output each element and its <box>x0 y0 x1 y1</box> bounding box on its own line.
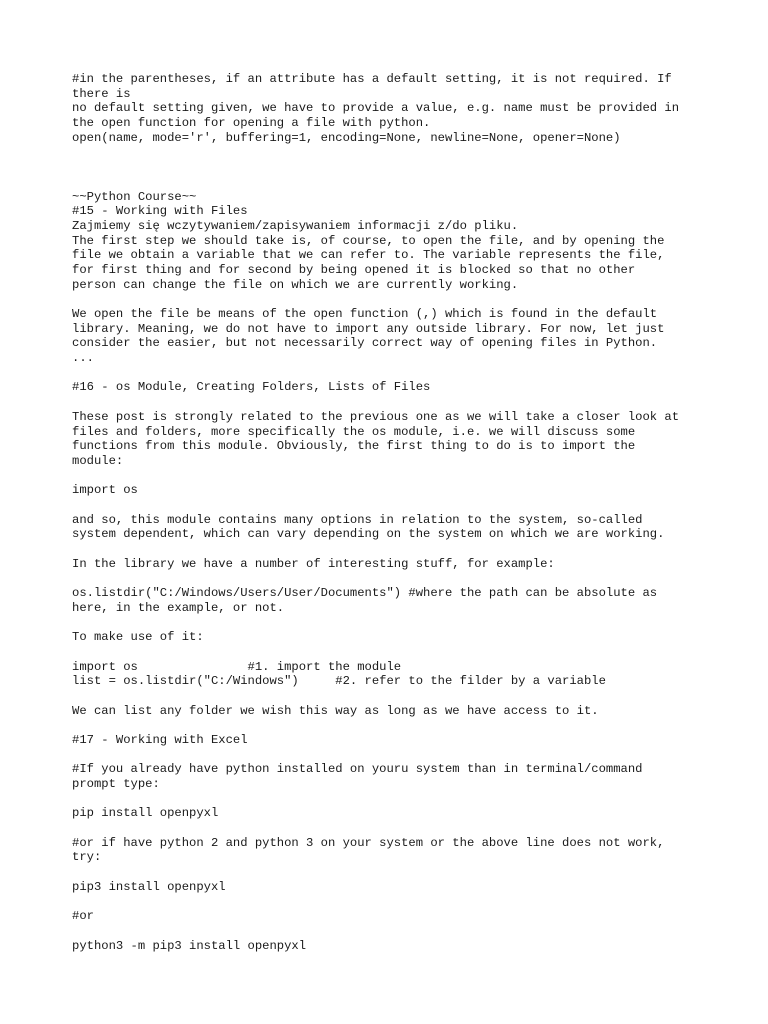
code-line: os.listdir("C:/Windows/Users/User/Documents") #where the path can be absolute as <box>72 586 658 601</box>
section-heading: #17 - Working with Excel <box>72 732 248 747</box>
text-line: #or if have python 2 and python 3 on your system or the above line does not work, <box>72 835 665 850</box>
text-line: the open function for opening a file with python. <box>72 116 431 131</box>
text-line <box>72 571 712 586</box>
text-line: In the library we have a number of interesting stuff, for example: <box>72 556 555 571</box>
text-line: To make use of it: <box>72 630 204 645</box>
document-page <box>72 72 712 953</box>
text-line: module: <box>72 453 124 468</box>
text-line <box>72 145 712 160</box>
code-line: pip3 install openpyxl <box>72 879 226 894</box>
text-line: files and folders, more specifically the os module, i.e. we will discuss some <box>72 424 636 439</box>
text-line: Zajmiemy się wczytywaniem/zapisywaniem informacji z/do pliku. <box>72 218 519 233</box>
text-line: We can list any folder we wish this way as long as we have access to it. <box>72 703 599 718</box>
code-line: import os #1. import the module <box>72 659 402 674</box>
text-line <box>72 865 712 880</box>
text-line <box>72 718 712 733</box>
text-line: here, in the example, or not. <box>72 600 285 615</box>
text-line: system dependent, which can vary depending on the system on which we are working. <box>72 527 665 542</box>
text-line <box>72 160 712 175</box>
text-line <box>72 645 712 660</box>
text-line <box>72 366 712 381</box>
code-line: pip install openpyxl <box>72 806 219 821</box>
text-line: file we obtain a variable that we can refer to. The variable represents the file, <box>72 248 665 263</box>
text-line <box>72 498 712 513</box>
text-line: for first thing and for second by being opened it is blocked so that no other <box>72 262 636 277</box>
code-line: python3 -m pip3 install openpyxl <box>72 938 307 953</box>
text-line <box>72 469 712 484</box>
text-line: These post is strongly related to the previous one as we will take a closer look at <box>72 409 680 424</box>
text-line: We open the file be means of the open function (,) which is found in the default <box>72 307 658 321</box>
text-line <box>72 821 712 836</box>
text-line <box>72 175 712 190</box>
text-line <box>72 924 712 939</box>
text-line <box>72 292 712 307</box>
text-line <box>72 615 712 630</box>
text-line: try: <box>72 850 102 865</box>
text-line: consider the easier, but not necessarily correct way of opening files in Python. <box>72 336 658 351</box>
text-line: and so, this module contains many options in relation to the system, so-called <box>72 512 643 527</box>
text-line: #or <box>72 909 94 924</box>
text-line: open(name, mode='r', buffering=1, encoding=None, newline=None, opener=None) <box>72 130 621 145</box>
text-line: prompt type: <box>72 777 160 791</box>
text-line: library. Meaning, we do not have to import any outside library. For now, let just <box>72 321 665 336</box>
text-line <box>72 792 712 807</box>
text-line <box>72 542 712 557</box>
section-heading: ~~Python Course~~ <box>72 189 197 204</box>
text-line: #If you already have python installed on youru system than in terminal/command <box>72 762 643 777</box>
text-line: functions from this module. Obviously, the first thing to do is to import the <box>72 439 636 454</box>
section-heading: #16 - os Module, Creating Folders, Lists of Files <box>72 380 431 395</box>
text-line: The first step we should take is, of course, to open the file, and by opening the <box>72 233 665 248</box>
text-line <box>72 748 712 763</box>
text-line <box>72 689 712 704</box>
code-line: import os <box>72 483 138 498</box>
text-line: ... <box>72 351 94 366</box>
text-line: #in the parentheses, if an attribute has a default setting, it is not required. If <box>72 72 672 86</box>
text-line: there is <box>72 86 131 101</box>
text-line: person can change the file on which we are currently working. <box>72 277 519 292</box>
text-line: no default setting given, we have to provide a value, e.g. name must be provided in <box>72 101 680 116</box>
text-line <box>72 895 712 910</box>
text-line <box>72 395 712 410</box>
section-heading: #15 - Working with Files <box>72 204 248 219</box>
code-line: list = os.listdir("C:/Windows") #2. refer to the filder by a variable <box>72 674 606 689</box>
